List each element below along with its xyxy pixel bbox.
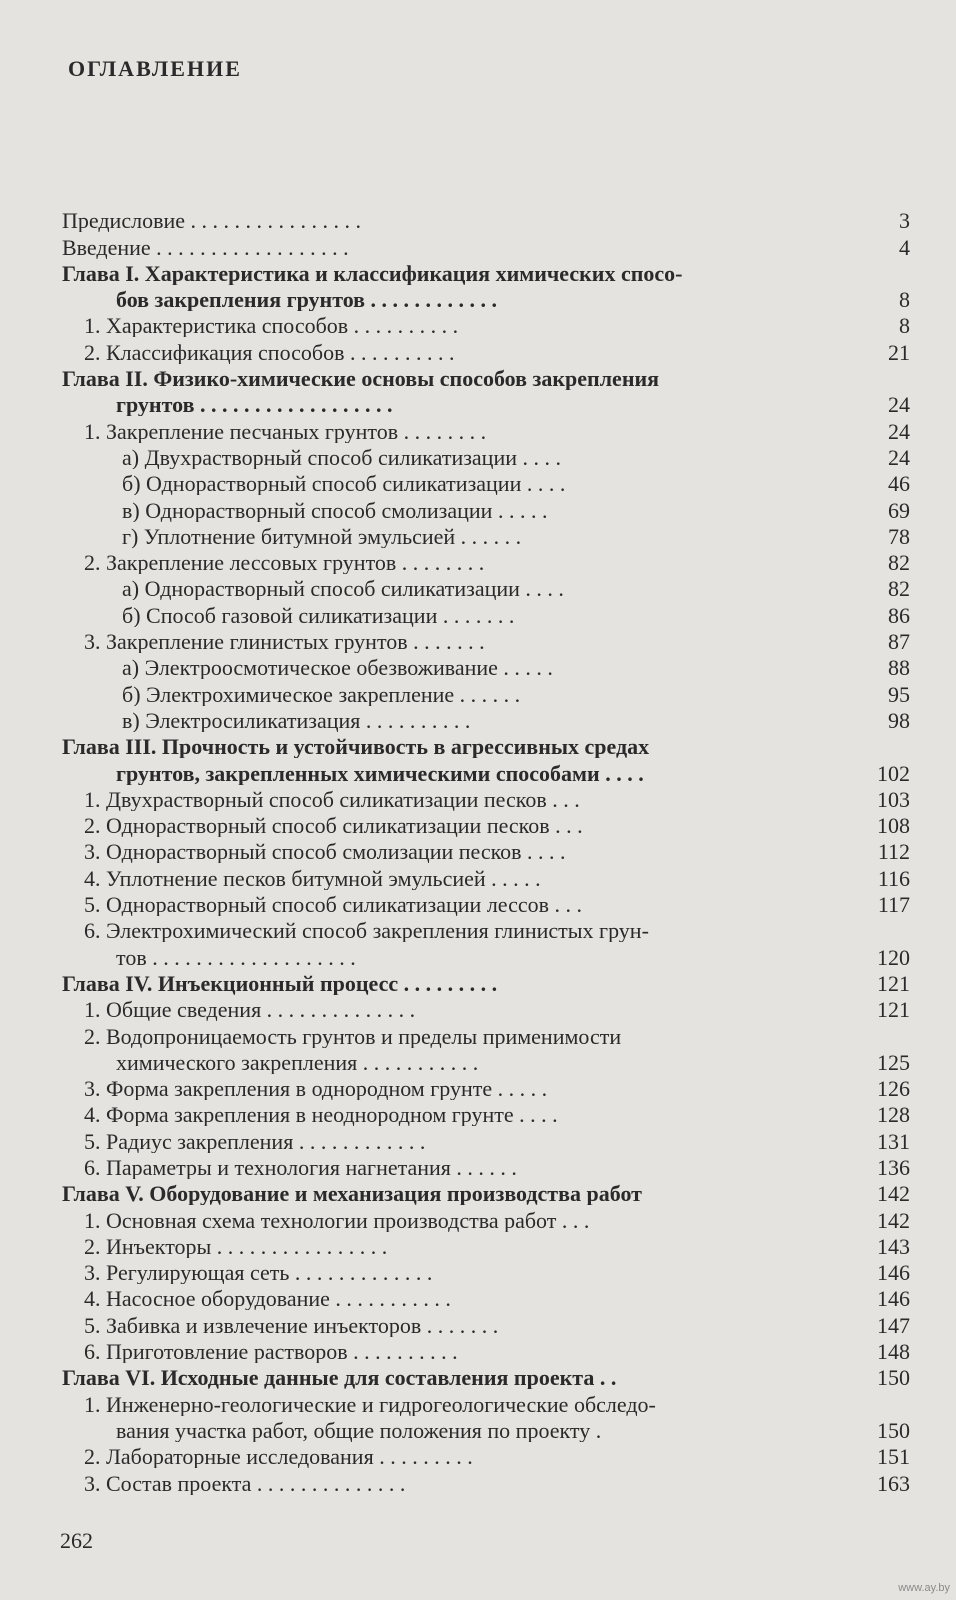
toc-entry [62, 890, 910, 916]
toc-entry-title: а) Однорастворный способ силикатизации . . . . [122, 578, 564, 601]
toc-entry-page: 136 [877, 1154, 910, 1180]
toc-entry-title: Глава III. Прочность и устойчивость в агрессивных средах [62, 736, 650, 759]
toc-entry-page: 78 [888, 523, 910, 549]
toc-entry-page: 143 [877, 1233, 910, 1259]
toc-entry [62, 548, 910, 574]
toc-entry [62, 1074, 910, 1100]
toc-entry-page: 117 [877, 892, 910, 918]
toc-entry [62, 706, 910, 732]
toc-entry [62, 574, 910, 600]
toc-entry [62, 259, 910, 285]
toc-entry-page: 8 [899, 287, 910, 313]
toc-entry [62, 416, 910, 442]
toc-entry-title: 3. Однорастворный способ смолизации песков . . . . [84, 841, 566, 864]
toc-entry [62, 600, 910, 626]
toc-entry-page: 86 [888, 602, 910, 628]
toc-entry [62, 1389, 910, 1415]
toc-entry-title: тов . . . . . . . . . . . . . . . . . . . [116, 946, 356, 969]
toc-entry [62, 232, 910, 258]
toc-entry-title: Глава VI. Исходные данные для составления проекта . . [62, 1367, 617, 1390]
toc-entry-page: 103 [877, 786, 910, 812]
toc-entry [62, 679, 910, 705]
toc-entry [62, 653, 910, 679]
toc-entry-title: 1. Общие сведения . . . . . . . . . . . . . . [84, 999, 416, 1022]
toc-entry [62, 1416, 910, 1442]
toc-entry-title: 3. Состав проекта . . . . . . . . . . . . . . [84, 1472, 406, 1495]
toc-entry-title: химического закрепления . . . . . . . . . . . [116, 1051, 479, 1074]
toc-entry [62, 942, 910, 968]
toc-entry [62, 732, 910, 758]
toc-entry [62, 443, 910, 469]
toc-entry [62, 1310, 910, 1336]
toc-entry-page: 163 [877, 1470, 910, 1496]
toc-entry-page: 95 [888, 681, 910, 707]
toc-entry-title: б) Способ газовой силикатизации . . . . . . . [122, 604, 515, 627]
toc-entry-page: 69 [888, 497, 910, 523]
toc-entry-title: Глава IV. Инъекционный процесс . . . . . . . . . [62, 972, 498, 995]
toc-entry-title: 1. Закрепление песчаных грунтов . . . . . . . . [84, 420, 487, 443]
toc-entry [62, 1021, 910, 1047]
toc-entry-title: б) Однорастворный способ силикатизации . . . . [122, 473, 566, 496]
toc-entry [62, 785, 910, 811]
toc-entry [62, 1442, 910, 1468]
toc-entry-title: в) Однорастворный способ смолизации . . . . . [122, 499, 548, 522]
toc-entry-title: 4. Форма закрепления в неоднородном грунте . . . . [84, 1104, 558, 1127]
toc-entry-page: 121 [877, 970, 910, 996]
toc-entry [62, 837, 910, 863]
toc-entry-title: бов закрепления грунтов . . . . . . . . . . . . [116, 289, 498, 312]
toc-entry-page: 108 [877, 813, 910, 839]
toc-entry-title: 2. Лабораторные исследования . . . . . . . . . [84, 1446, 473, 1469]
toc-entry-title: Введение . . . . . . . . . . . . . . . . . . [62, 236, 349, 259]
toc-entry-title: Глава I. Характеристика и классификация химических спосо- [62, 262, 683, 285]
toc-entry-title: 2. Закрепление лессовых грунтов . . . . . . . . [84, 552, 485, 575]
toc-entry-page: 87 [888, 629, 910, 655]
toc-entry-page: 120 [877, 944, 910, 970]
toc-entry [62, 916, 910, 942]
toc-entry [62, 1258, 910, 1284]
toc-entry-page: 126 [877, 1076, 910, 1102]
toc-entry-page: 112 [877, 839, 910, 865]
toc-entry-title: Глава V. Оборудование и механизация производства работ [62, 1183, 642, 1206]
toc-entry [62, 469, 910, 495]
toc-entry-page: 3 [899, 208, 910, 234]
toc-entry [62, 390, 910, 416]
toc-entry-page: 24 [888, 418, 910, 444]
toc-entry-title: 3. Регулирующая сеть . . . . . . . . . . . . . [84, 1262, 433, 1285]
toc-entry [62, 1232, 910, 1258]
toc-entry-title: 1. Инженерно-геологические и гидрогеологические обследо- [84, 1393, 656, 1416]
page-number: 262 [60, 1528, 93, 1553]
toc-entry-title: а) Двухрастворный способ силикатизации . . . . [122, 446, 561, 469]
toc-entry-page: 128 [877, 1102, 910, 1128]
toc-entry-title: грунтов . . . . . . . . . . . . . . . . . . [116, 394, 393, 417]
toc-entry-page: 148 [877, 1339, 910, 1365]
toc-entry [62, 1126, 910, 1152]
toc-entry [62, 995, 910, 1021]
toc-entry [62, 1205, 910, 1231]
toc-entry-page: 151 [877, 1444, 910, 1470]
toc-entry [62, 1284, 910, 1310]
toc-entry [62, 1363, 910, 1389]
toc-entry [62, 1468, 910, 1494]
toc-entry-title: 5. Забивка и извлечение инъекторов . . . . . . . [84, 1314, 499, 1337]
toc-entry-title: Предисловие . . . . . . . . . . . . . . . . [62, 210, 361, 233]
toc-entry-title: 6. Параметры и технология нагнетания . . . . . . [84, 1156, 517, 1179]
toc-entry-title: 5. Однорастворный способ силикатизации лессов . . . [84, 894, 583, 917]
toc-entry-page: 142 [877, 1207, 910, 1233]
toc-entry [62, 1153, 910, 1179]
toc-entry-page: 125 [877, 1049, 910, 1075]
toc-entry-page: 116 [877, 865, 910, 891]
toc-entry-title: в) Электросиликатизация . . . . . . . . . . [122, 709, 471, 732]
toc-entry-title: 4. Насосное оборудование . . . . . . . . . . . [84, 1288, 451, 1311]
toc-entry-title: 3. Форма закрепления в однородном грунте . . . . . [84, 1078, 548, 1101]
toc-entry-page: 24 [888, 444, 910, 470]
toc-entry-title: 2. Классификация способов . . . . . . . . . . [84, 341, 455, 364]
toc-entry-page: 21 [888, 339, 910, 365]
toc-entry-page: 121 [877, 997, 910, 1023]
toc-entry [62, 1179, 910, 1205]
toc-entry [62, 627, 910, 653]
toc-entry-title: 4. Уплотнение песков битумной эмульсией . . . . . [84, 867, 541, 890]
toc-entry-page: 88 [888, 655, 910, 681]
toc-entry [62, 863, 910, 889]
toc-entry-title: 6. Электрохимический способ закрепления глинистых грун- [84, 920, 649, 943]
toc-entry-page: 147 [877, 1312, 910, 1338]
toc-entry [62, 495, 910, 521]
toc-entry-title: вания участка работ, общие положения по проекту . [116, 1419, 602, 1442]
watermark: www.ay.by [898, 1582, 950, 1594]
toc-entry-page: 102 [877, 760, 910, 786]
toc-entry [62, 1048, 910, 1074]
toc-entry-title: 3. Закрепление глинистых грунтов . . . . . . . [84, 631, 485, 654]
toc-entry [62, 811, 910, 837]
toc-entry-page: 146 [877, 1286, 910, 1312]
table-of-contents [62, 206, 910, 1495]
toc-entry [62, 285, 910, 311]
toc-entry-page: 4 [899, 234, 910, 260]
toc-entry-title: 2. Однорастворный способ силикатизации песков . . . [84, 815, 583, 838]
toc-entry [62, 206, 910, 232]
toc-entry-page: 24 [888, 392, 910, 418]
toc-heading: ОГЛАВЛЕНИЕ [68, 56, 242, 81]
toc-entry-title: 2. Инъекторы . . . . . . . . . . . . . . . . [84, 1235, 388, 1258]
toc-entry-page: 82 [888, 576, 910, 602]
toc-entry-page: 8 [899, 313, 910, 339]
toc-entry-page: 142 [877, 1181, 910, 1207]
toc-entry-page: 150 [877, 1417, 910, 1443]
toc-entry-title: а) Электроосмотическое обезвоживание . . . . . [122, 657, 553, 680]
toc-entry-page: 82 [888, 550, 910, 576]
toc-entry [62, 1337, 910, 1363]
toc-entry-title: 1. Двухрастворный способ силикатизации песков . . . [84, 788, 580, 811]
toc-entry-title: 5. Радиус закрепления . . . . . . . . . . . . [84, 1130, 426, 1153]
toc-entry-page: 46 [888, 471, 910, 497]
toc-entry-title: 1. Основная схема технологии производства работ . . . [84, 1209, 590, 1232]
toc-entry-page: 150 [877, 1365, 910, 1391]
toc-entry-title: 6. Приготовление растворов . . . . . . . . . . [84, 1341, 458, 1364]
toc-entry-page: 146 [877, 1260, 910, 1286]
toc-entry-page: 98 [888, 707, 910, 733]
toc-entry-title: грунтов, закрепленных химическими способами . . . . [116, 762, 644, 785]
toc-entry-title: 1. Характеристика способов . . . . . . . . . . [84, 315, 459, 338]
toc-entry [62, 311, 910, 337]
toc-entry-title: г) Уплотнение битумной эмульсией . . . . . . [122, 525, 522, 548]
toc-entry [62, 758, 910, 784]
toc-entry-title: 2. Водопроницаемость грунтов и пределы применимости [84, 1025, 622, 1048]
toc-entry-title: б) Электрохимическое закрепление . . . . . . [122, 683, 521, 706]
toc-entry [62, 364, 910, 390]
toc-entry-title: Глава II. Физико-химические основы способов закрепления [62, 368, 660, 391]
toc-entry-page: 131 [877, 1128, 910, 1154]
toc-entry [62, 969, 910, 995]
toc-entry [62, 522, 910, 548]
toc-entry [62, 1100, 910, 1126]
toc-entry [62, 337, 910, 363]
